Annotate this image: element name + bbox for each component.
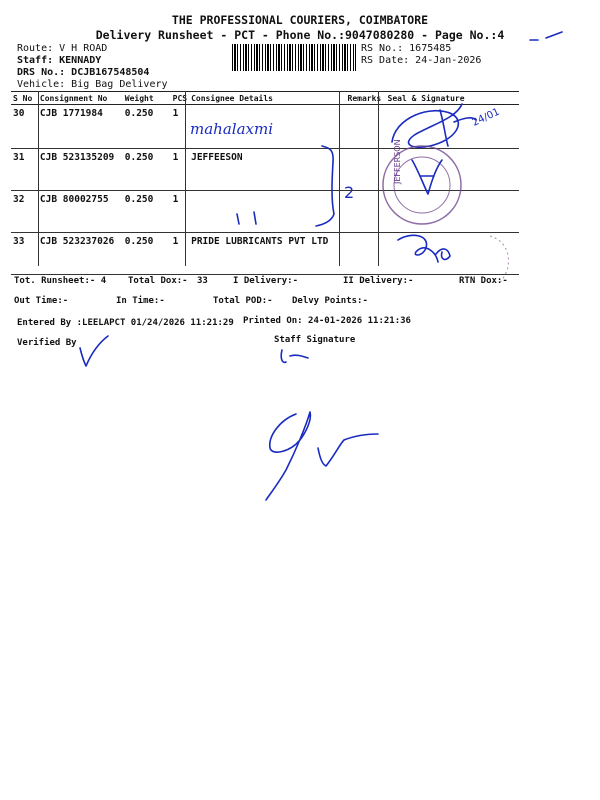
in-time: In Time:- — [116, 296, 165, 306]
row-consignment: CJB 523237026 — [38, 233, 123, 275]
col-consignment: Consignment No — [38, 92, 123, 105]
signature-row33 — [398, 235, 450, 262]
tot-runsheet: Tot. Runsheet:- 4 — [14, 276, 107, 286]
col-seal-signature: Seal & Signature — [386, 92, 520, 105]
verified-by: Verified By — [17, 338, 77, 348]
col-weight: Weight — [123, 92, 171, 105]
row-consignment: CJB 523135209 — [38, 149, 123, 191]
verified-tick — [80, 336, 108, 366]
drs-number: DRS No.: DCJB167548504 — [17, 67, 150, 78]
row-sno: 33 — [11, 233, 38, 275]
seal-faint-arc — [490, 236, 508, 284]
col-pcs: PCS — [172, 93, 188, 103]
runsheet-subtitle: Delivery Runsheet - PCT - Phone No.:9047080280 - Page No.:4 — [95, 28, 505, 42]
vehicle-label: Vehicle: Big Bag Delivery — [17, 79, 168, 90]
row-weight: 0.250 — [123, 191, 171, 233]
col-consignee: Consignee Details — [189, 92, 345, 105]
signature-date: 24/01 — [470, 106, 502, 129]
total-dox-value: 33 — [197, 276, 208, 286]
delvy-points: Delvy Points:- — [292, 296, 368, 306]
col-remarks: Remarks — [346, 92, 386, 105]
ii-delivery: II Delivery:- — [343, 276, 414, 286]
col-sno: S No — [11, 92, 38, 105]
printed-on: Printed On: 24-01-2026 11:21:36 — [243, 316, 411, 326]
count-mark: 2 — [344, 183, 355, 202]
entered-by: Entered By :LEELAPCT 01/24/2026 11:21:29 — [17, 318, 234, 328]
row-consignee: PRIDE LUBRICANTS PVT LTD — [189, 233, 345, 275]
company-title: THE PROFESSIONAL COURIERS, COIMBATORE — [171, 13, 429, 27]
staff-signature-scribble — [281, 350, 308, 362]
route-label: Route: V H ROAD — [17, 43, 108, 54]
staff-signature-label: Staff Signature — [274, 335, 356, 345]
row-pcs: 1 — [171, 105, 189, 149]
handwritten-name: mahalaxmi — [190, 120, 273, 138]
row-weight: 0.250 — [123, 105, 171, 149]
row-consignment: CJB 1771984 — [38, 105, 123, 149]
i-delivery: I Delivery:- — [233, 276, 299, 286]
row-pcs: 1 — [171, 191, 189, 233]
row-sno: 31 — [11, 149, 38, 191]
signature-row30 — [392, 104, 476, 147]
row-pcs: 1 — [171, 233, 189, 275]
tick-marks — [237, 212, 256, 224]
pen-mark — [546, 32, 562, 38]
seal-text: JEFFERSON — [393, 139, 402, 184]
signature-row31 — [412, 160, 442, 194]
staff-label: Staff: KENNADY — [17, 55, 102, 66]
bracket-mark — [316, 146, 334, 226]
rtn-dox: RTN Dox:- — [459, 276, 508, 286]
total-dox-label: Total Dox:- — [128, 276, 188, 286]
out-time: Out Time:- — [14, 296, 69, 306]
row-consignment: CJB 80002755 — [38, 191, 123, 233]
large-signature — [266, 412, 378, 500]
row-weight: 0.250 — [123, 233, 171, 275]
rs-date: RS Date: 24-Jan-2026 — [361, 55, 482, 66]
row-sno: 30 — [11, 105, 38, 149]
row-sno: 32 — [11, 191, 38, 233]
row-pcs: 1 — [171, 149, 189, 191]
row-consignee: JEFFEESON — [189, 149, 345, 191]
total-pod: Total POD:- — [213, 296, 273, 306]
row-weight: 0.250 — [123, 149, 171, 191]
rs-number: RS No.: 1675485 — [361, 43, 452, 54]
